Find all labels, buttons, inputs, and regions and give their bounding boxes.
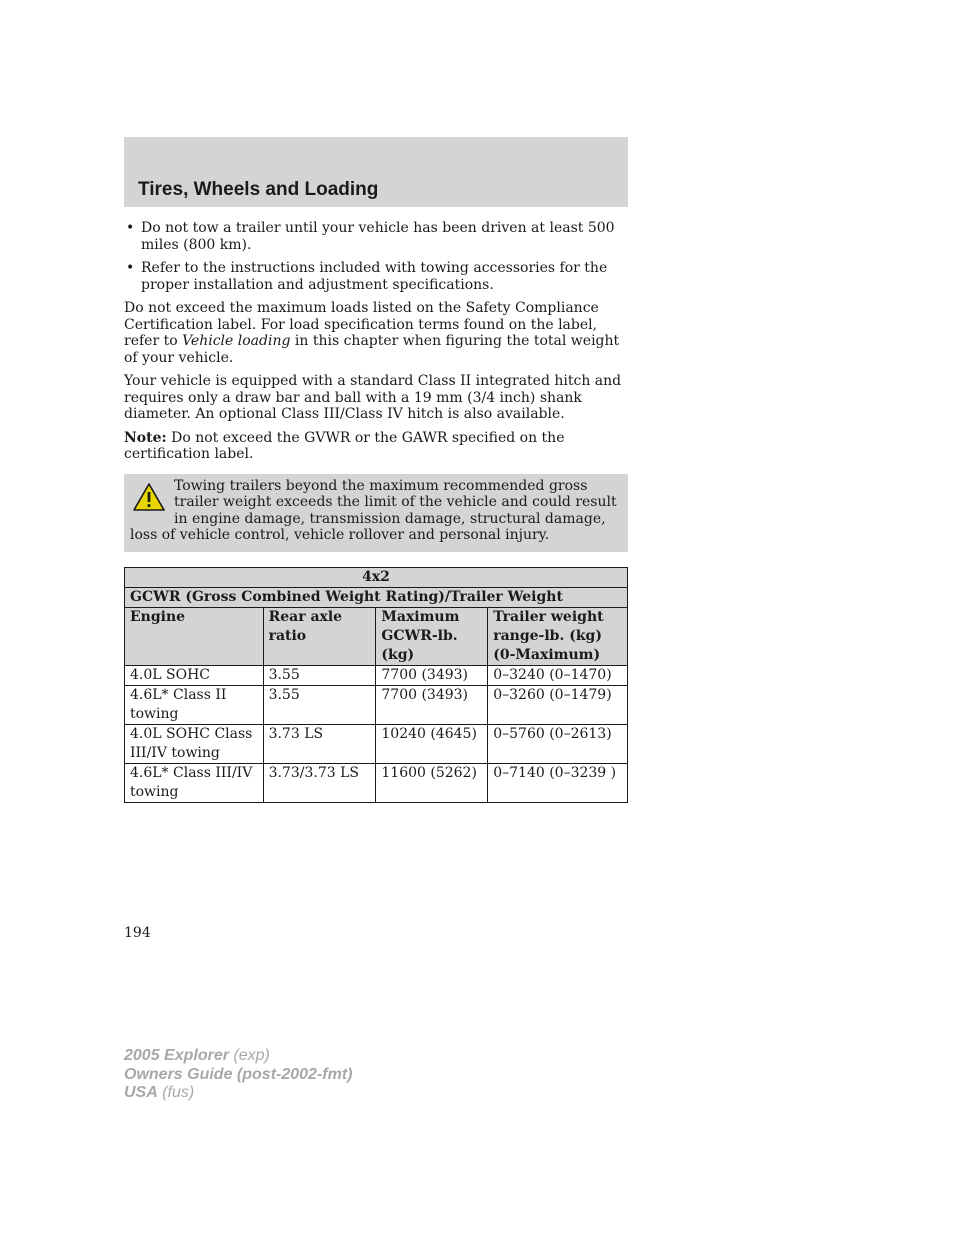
note-text: Do not exceed the GVWR or the GAWR specified on the certification label. [124,429,565,462]
table-row [125,685,628,724]
footer-market: USA [124,1084,158,1101]
table-cell: 0–5760 (0–2613) [488,724,628,763]
table-cell: 7700 (3493) [376,685,488,724]
table-cell: 4.0L SOHC [125,665,264,685]
table-cell: 0–7140 (0–3239 ) [488,763,628,802]
table-row [125,724,628,763]
gcwr-table [124,567,628,803]
table-cell: 4.0L SOHC Class III/IV towing [125,724,264,763]
bullet-text: Do not tow a trailer until your vehicle has been driven at least 500 miles (800 km). [141,220,615,253]
bullet-item [124,260,628,293]
table-cell: 3.73 LS [263,724,376,763]
footer-model: 2005 Explorer [124,1047,229,1064]
footer-model-code: (exp) [228,1047,270,1064]
table-cell: 3.55 [263,665,376,685]
bullet-dot-icon: • [126,220,135,236]
note-paragraph [124,430,628,463]
warning-text: Towing trailers beyond the maximum recommended gross trailer weight exceeds the limit of the vehicle and could result in engine damage, transmission damage, structural damage, loss of vehicle control, vehicle rollover and personal injury. [130,477,617,543]
paragraph-max-loads [124,300,628,366]
page-content [124,220,628,803]
warning-box [124,474,628,552]
section-header-band [124,137,628,207]
table-row [125,665,628,685]
paragraph-text: in this chapter when figuring the total weight of your vehicle. [124,333,620,366]
bullet-text: Refer to the instructions included with towing accessories for the proper installation and adjustment specifications. [141,260,608,293]
cross-reference-link: Vehicle loading [182,333,291,349]
column-header: Engine [125,607,264,665]
footer-market-code: (fus) [157,1084,195,1101]
paragraph-hitch: Your vehicle is equipped with a standard Class II integrated hitch and requires only a draw bar and ball with a 19 mm (3/4 inch) shank diameter. An optional Class III/Class IV hitch is also available. [124,373,622,422]
column-header: Maximum GCWR-lb. (kg) [376,607,488,665]
table-cell: 11600 (5262) [376,763,488,802]
note-label: Note: [124,429,167,446]
table-cell: 7700 (3493) [376,665,488,685]
bullet-dot-icon: • [126,260,135,276]
footer-guide: Owners Guide (post-2002-fmt) [124,1065,353,1083]
table-cell: 3.55 [263,685,376,724]
page-number: 194 [124,925,151,941]
document-footer [124,1047,352,1103]
table-title: 4x2 [125,567,628,587]
table-cell: 0–3240 (0–1470) [488,665,628,685]
table-cell: 3.73/3.73 LS [263,763,376,802]
table-subtitle: GCWR (Gross Combined Weight Rating)/Trailer Weight [125,587,628,607]
section-title: Tires, Wheels and Loading [138,179,379,200]
paragraph-text: Do not exceed the maximum loads listed on the Safety Compliance Certification label. For load specification terms found on the label, refer to [124,300,599,349]
table-cell: 0–3260 (0–1479) [488,685,628,724]
table-cell: 4.6L* Class II towing [125,685,264,724]
table-cell: 10240 (4645) [376,724,488,763]
column-header: Trailer weight range-lb. (kg) (0-Maximum) [488,607,628,665]
column-header: Rear axle ratio [263,607,376,665]
table-row [125,763,628,802]
bullet-item [124,220,628,253]
warning-triangle-icon [132,482,166,512]
table-cell: 4.6L* Class III/IV towing [125,763,264,802]
